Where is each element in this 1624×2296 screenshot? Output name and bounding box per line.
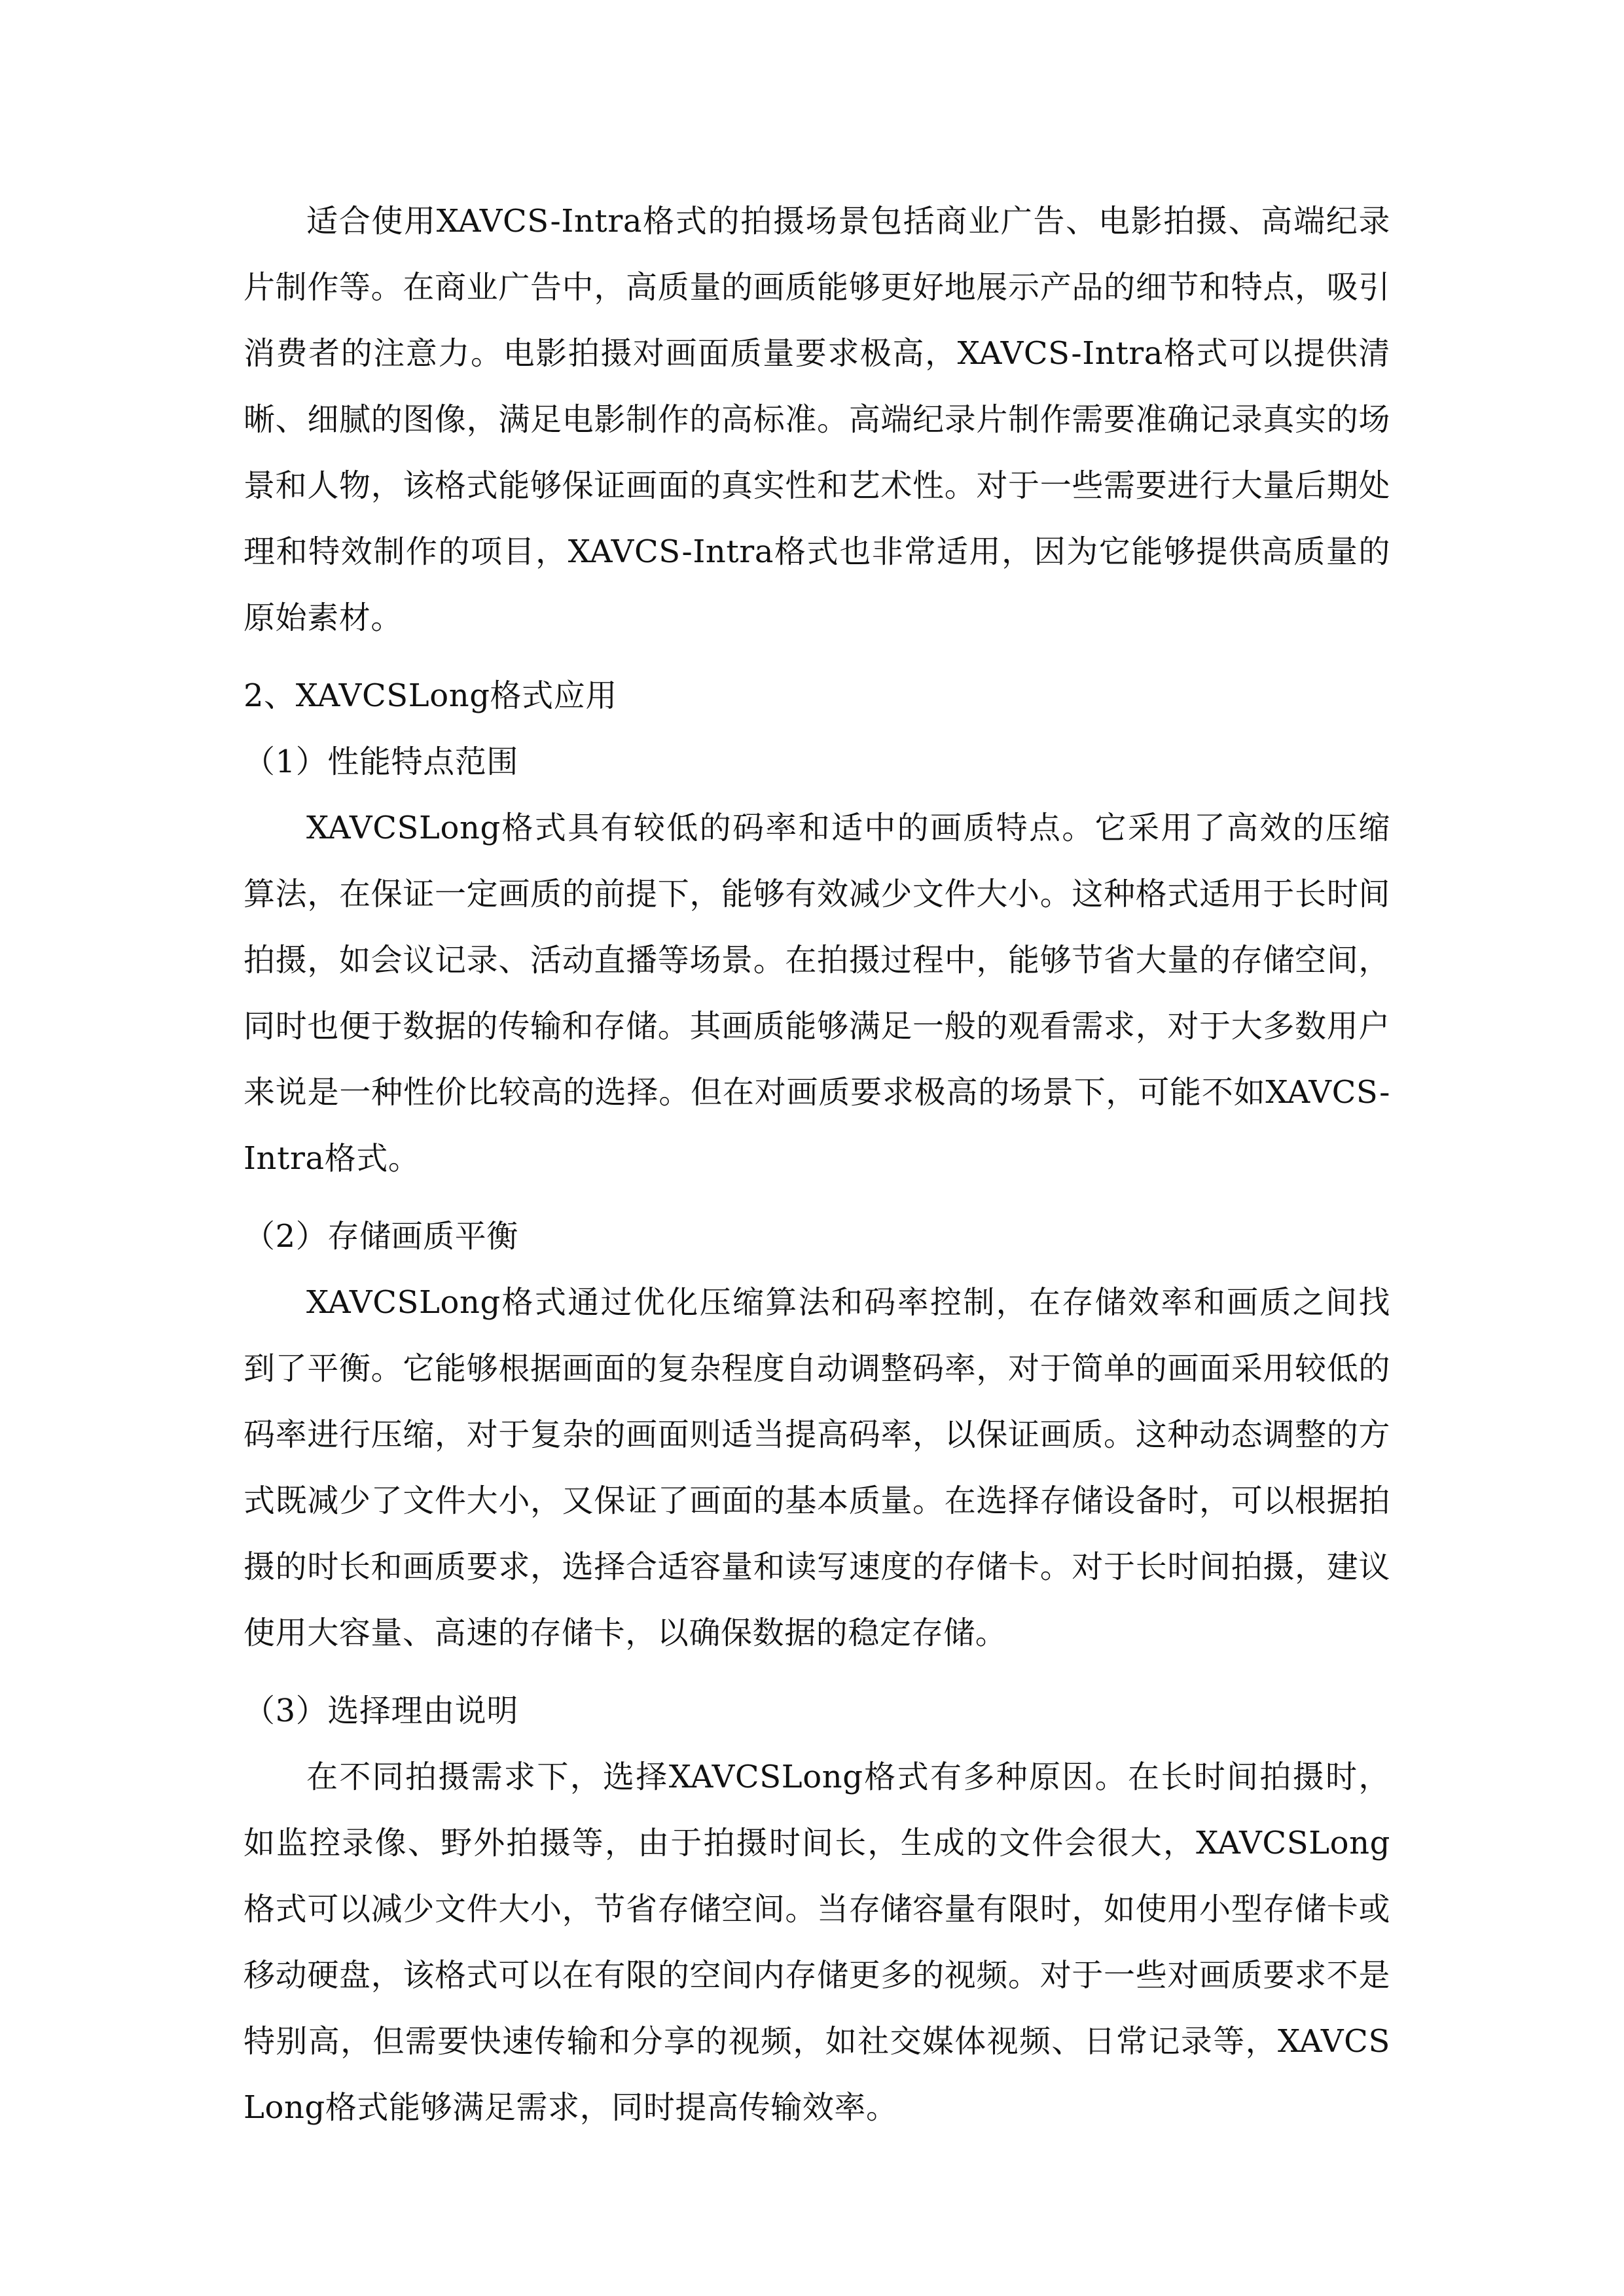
section-heading-xavcs-long: 2、XAVCSLong格式应用 xyxy=(244,677,617,714)
paragraph-selection-reasons: 在不同拍摄需求下，选择XAVCSLong格式有多种原因。在长时间拍摄时，如监控录像、野外拍摄等，由于拍摄时间长，生成的文件会很大，XAVCSLong格式可以减少文件大小，节省存储空间。当存储容量有限时，如使用小型存储卡或移动硬盘，该格式可以在有限的空间内存储更多的视频。对于一些对画质要求不是特别高，但需要快速传输和分享的视频，如社交媒体视频、日常记录等，XAVCSLong格式能够满足需求，同时提高传输效率。 xyxy=(244,1759,1390,2126)
subheading-performance: （1）性能特点范围 xyxy=(244,744,518,780)
paragraph-intra-scenarios: 适合使用XAVCS-Intra格式的拍摄场景包括商业广告、电影拍摄、高端纪录片制作等。在商业广告中，高质量的画质能够更好地展示产品的细节和特点，吸引消费者的注意力。电影拍摄对画面质量要求极高，XAVCS-Intra格式可以提供清晰、细腻的图像，满足电影制作的高标准。高端纪录片制作需要准确记录真实的场景和人物，该格式能够保证画面的真实性和艺术性。对于一些需要进行大量后期处理和特效制作的项目，XAVCS-Intra格式也非常适用，因为它能够提供高质量的原始素材。 xyxy=(244,203,1390,636)
subheading-selection-reasons: （3）选择理由说明 xyxy=(244,1693,518,1729)
paragraph-storage-balance: XAVCSLong格式通过优化压缩算法和码率控制，在存储效率和画质之间找到了平衡。它能够根据画面的复杂程度自动调整码率，对于简单的画面采用较低的码率进行压缩，对于复杂的画面则适当提高码率，以保证画质。这种动态调整的方式既减少了文件大小，又保证了画面的基本质量。在选择存储设备时，可以根据拍摄的时长和画质要求，选择合适容量和读写速度的存储卡。对于长时间拍摄，建议使用大容量、高速的存储卡，以确保数据的稳定存储。 xyxy=(244,1284,1390,1651)
document-body xyxy=(244,188,1390,2141)
subheading-storage-balance: （2）存储画质平衡 xyxy=(244,1218,518,1255)
paragraph-performance: XAVCSLong格式具有较低的码率和适中的画质特点。它采用了高效的压缩算法，在保证一定画质的前提下，能够有效减少文件大小。这种格式适用于长时间拍摄，如会议记录、活动直播等场景。在拍摄过程中，能够节省大量的存储空间，同时也便于数据的传输和存储。其画质能够满足一般的观看需求，对于大多数用户来说是一种性价比较高的选择。但在对画质要求极高的场景下，可能不如XAVCS-Intra格式。 xyxy=(244,810,1390,1177)
